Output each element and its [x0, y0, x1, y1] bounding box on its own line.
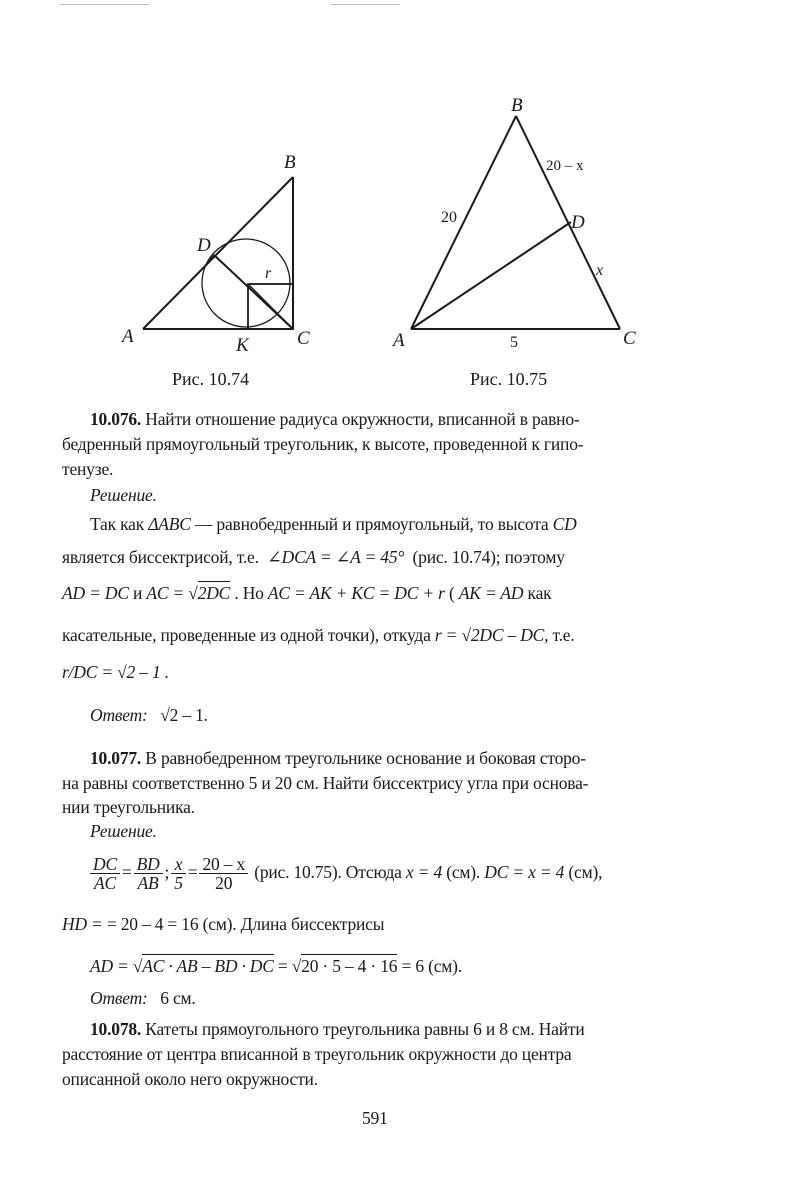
solution-076-line5: r/DC = √2 – 1 .	[62, 662, 169, 682]
label-A: A	[122, 326, 134, 347]
problem-078-line3: описанной около него окружности.	[62, 1069, 318, 1089]
solution-076-line2: является биссектрисой, т.е. ∠DCA = ∠A = 45° (рис. 10.74); поэтому	[62, 547, 565, 567]
solution-076-line1: Так как ΔABC — равнобедренный и прямоугольный, то высота CD	[90, 514, 577, 534]
problem-076-line1: 10.076. Найти отношение радиуса окружности, вписанной в равно-	[90, 409, 580, 429]
problem-077-line3: нии треугольника.	[62, 797, 195, 817]
label-C: C	[297, 328, 310, 349]
fraction: $\frac{x}{5}$	[171, 855, 186, 893]
label-K: K	[236, 335, 249, 356]
side-AB	[411, 116, 516, 329]
square-diagonal	[248, 284, 293, 329]
solution-077-line3: AD = √AC · AB – BD · DC = √20 · 5 – 4 · 16 = 6 (см).	[90, 956, 462, 976]
bisector-AD	[411, 222, 571, 329]
problem-077-line1: 10.077. В равнобедренном треугольнике основание и боковая сторо-	[90, 748, 586, 768]
solution-076-line3: AD = DC и AC = √2DC . Но AC = AK + KC = DC + r ( AK = AD как	[62, 583, 552, 603]
label-side-AB: 20	[441, 209, 457, 226]
side-BC	[516, 116, 620, 329]
answer-077: Ответ: 6 см.	[90, 988, 196, 1008]
problem-number: 10.078.	[90, 1019, 142, 1039]
label-side-DC: x	[596, 262, 604, 279]
problem-number: 10.077.	[90, 748, 142, 768]
problem-076-line2: бедренный прямоугольный треугольник, к высоте, проведенной к гипо-	[62, 434, 584, 454]
problem-078-line2: расстояние от центра вписанной в треугольник окружности до центра	[62, 1044, 572, 1064]
figure-10-75	[385, 90, 655, 360]
scan-artifact	[330, 4, 400, 5]
solution-077-line2: HD = = 20 – 4 = 16 (см). Длина биссектрисы	[62, 914, 385, 934]
label-base: 5	[510, 334, 518, 351]
label-A: A	[393, 330, 405, 351]
solution-077-line1: $\frac{DC}{AC}$ = $\frac{BD}{AB}$ ; $\frac{x}{5}$ = $\frac{20 - x}{20}$ (рис. 10.75). Отсюда x = 4 (см). DC = x = 4 (см),	[88, 855, 602, 893]
answer-076: Ответ: √2 – 1.	[90, 705, 208, 725]
label-B: B	[511, 95, 523, 116]
problem-077-line2: на равны соответственно 5 и 20 см. Найти биссектрису угла при основа-	[62, 773, 589, 793]
scan-artifact	[60, 4, 150, 5]
fraction: $\frac{BD}{AB}$	[134, 855, 163, 893]
label-B: B	[284, 152, 296, 173]
problem-076-line3: тенузе.	[62, 459, 114, 479]
page-number: 591	[362, 1108, 388, 1128]
problem-number: 10.076.	[90, 409, 142, 429]
label-D: D	[571, 212, 585, 233]
label-side-BD: 20 – x	[546, 158, 584, 174]
label-C: C	[623, 328, 636, 349]
label-r: r	[265, 265, 272, 282]
solution-label: Решение.	[90, 485, 157, 505]
fraction: $\frac{20 - x}{20}$	[199, 855, 248, 893]
label-D: D	[197, 235, 211, 256]
caption-fig-10-75: Рис. 10.75	[470, 369, 548, 389]
caption-fig-10-74: Рис. 10.74	[172, 369, 250, 389]
solution-label: Решение.	[90, 821, 157, 841]
problem-078-line1: 10.078. Катеты прямоугольного треугольника равны 6 и 8 см. Найти	[90, 1019, 585, 1039]
figure-10-74	[110, 150, 330, 360]
fraction: $\frac{DC}{AC}$	[90, 855, 120, 893]
solution-076-line4: касательные, проведенные из одной точки), откуда r = √2DC – DC, т.е.	[62, 625, 575, 645]
